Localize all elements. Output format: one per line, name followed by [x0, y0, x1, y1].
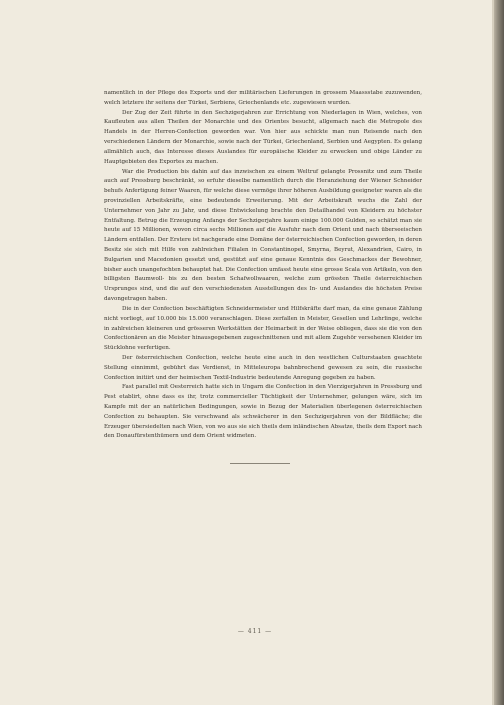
paragraph: Der Zug der Zeit führte in den Sechzigerjahren zur Errichtung von Niederlagen in Wien, welches, von Kaufleuten aus allen Theilen der Monarchie und des Orientes besucht, allgemach nach die Metropole des Handels in der Herren-Confection geworden war. Von hier aus schickte man nun Reisende nach den verschiedenen Ländern der Monarchie, sowie nach der Türkei, Griechenland, Serbien und Aegypten. Es gelang allmählich auch, das Interesse dieses Auslandes für europäische Kleider zu erwecken und obige Länder zu Hauptgebieten des Exportes zu machen.	[104, 109, 422, 165]
paragraph: Der österreichischen Confection, welche heute eine auch in den westlichen Culturstaaten geachtete Stellung einnimmt, gebührt das Verdienst, in Mitteleuropa bahnbrechend gewesen zu sein, die russische Confection initiirt und der heimischen Textil-Industrie bedeutende Anregung gegeben zu haben.	[104, 354, 422, 381]
section-divider	[230, 463, 290, 464]
page-number: — 411 —	[237, 628, 273, 635]
body-text	[104, 89, 422, 442]
paragraph: War die Production bis dahin auf das inzwischen zu einem Weltruf gelangte Prossnitz und zum Theile auch auf Pressburg beschränkt, so erfuhr dieselbe namentlich durch die Heranziehung der Wiener Schneider behufs Anfertigung feiner Waaren, für welche diese vermöge ihrer höheren Ausbildung geeigneter waren als die provinziellen Arbeitskräfte, eine bedeutende Erweiterung. Mit der Arbeitskraft wuchs die Zahl der Unternehmer von Jahr zu Jahr, und diese Entwickelung brachte den Detailhandel von Kleidern zu höchster Entfaltung. Betrug die Erzeugung Anfangs der Sechzigerjahre kaum einige 100.000 Gulden, so schätzt man sie heute auf 15 Millionen, wovon circa sechs Millionen auf die Ausfuhr nach dem Orient und nach überseeischen Ländern entfallen. Der Erstere ist nachgerade eine Domäne der österreichischen Confection geworden, in deren Besitz sie sich mit Hilfe von zahlreichen Filialen in Constantinopel, Smyrna, Beyrut, Alexandrien, Cairo, in Bulgarien und Macedonien gesetzt und, gestützt auf eine genaue Kenntnis des Geschmackes der Bewohner, bisher auch unangefochten behauptet hat. Die Confection umfasst heute eine grosse Scala von Artikeln, von den billigsten Baumwoll- bis zu den besten Schafwollwaaren, welche zum grössten Theile österreichischen Ursprunges sind, und die auf den verschiedensten Ausstellungen des In- und Auslandes die höchsten Preise davongetragen haben.	[104, 168, 422, 303]
paragraph: Die in der Confection beschäftigten Schneidermeister und Hilfskräfte darf man, da eine genaue Zählung nicht vorliegt, auf 10.000 bis 15.000 veranschlagen. Diese zerfallen in Meister, Gesellen und Lehrlinge, welche in zahlreichen kleineren und grösseren Werkstätten der Heimarbeit in der Weise obliegen, dass sie die von den Confectionären an die Meister hinausgegebenen zugeschnittenen und mit allem Zugehör versehenen Kleider im Stücklohne verfertigen.	[104, 305, 422, 352]
book-spine	[494, 0, 504, 705]
paragraph: Fast parallel mit Oesterreich hatte sich in Ungarn die Confection in den Vierzigerjahren in Pressburg und Pest etablirt, ohne dass es ihr, trotz commercieller Tüchtigkeit der Unternehmer, gelungen wäre, sich im Kampfe mit der an natürlichen Bedingungen, sowie in Bezug der Materialien überlegenen österreichischen Confection zu behaupten. Sie verschwand als schwächerer in den Sechzigerjahren von der Bildfläche; die Erzeuger übersiedelten nach Wien, von wo aus sie sich theils dem inländischen Absatze, theils dem Export nach den Donaufürstenthümern und dem Orient widmeten.	[104, 384, 422, 440]
paragraph: namentlich in der Pflege des Exports und der militärischen Lieferungen in grossem Maassstabe zuzuwenden, welch letztere ihr seitens der Türkei, Serbiens, Griechenlands etc. zugewiesen wurden.	[104, 90, 422, 106]
